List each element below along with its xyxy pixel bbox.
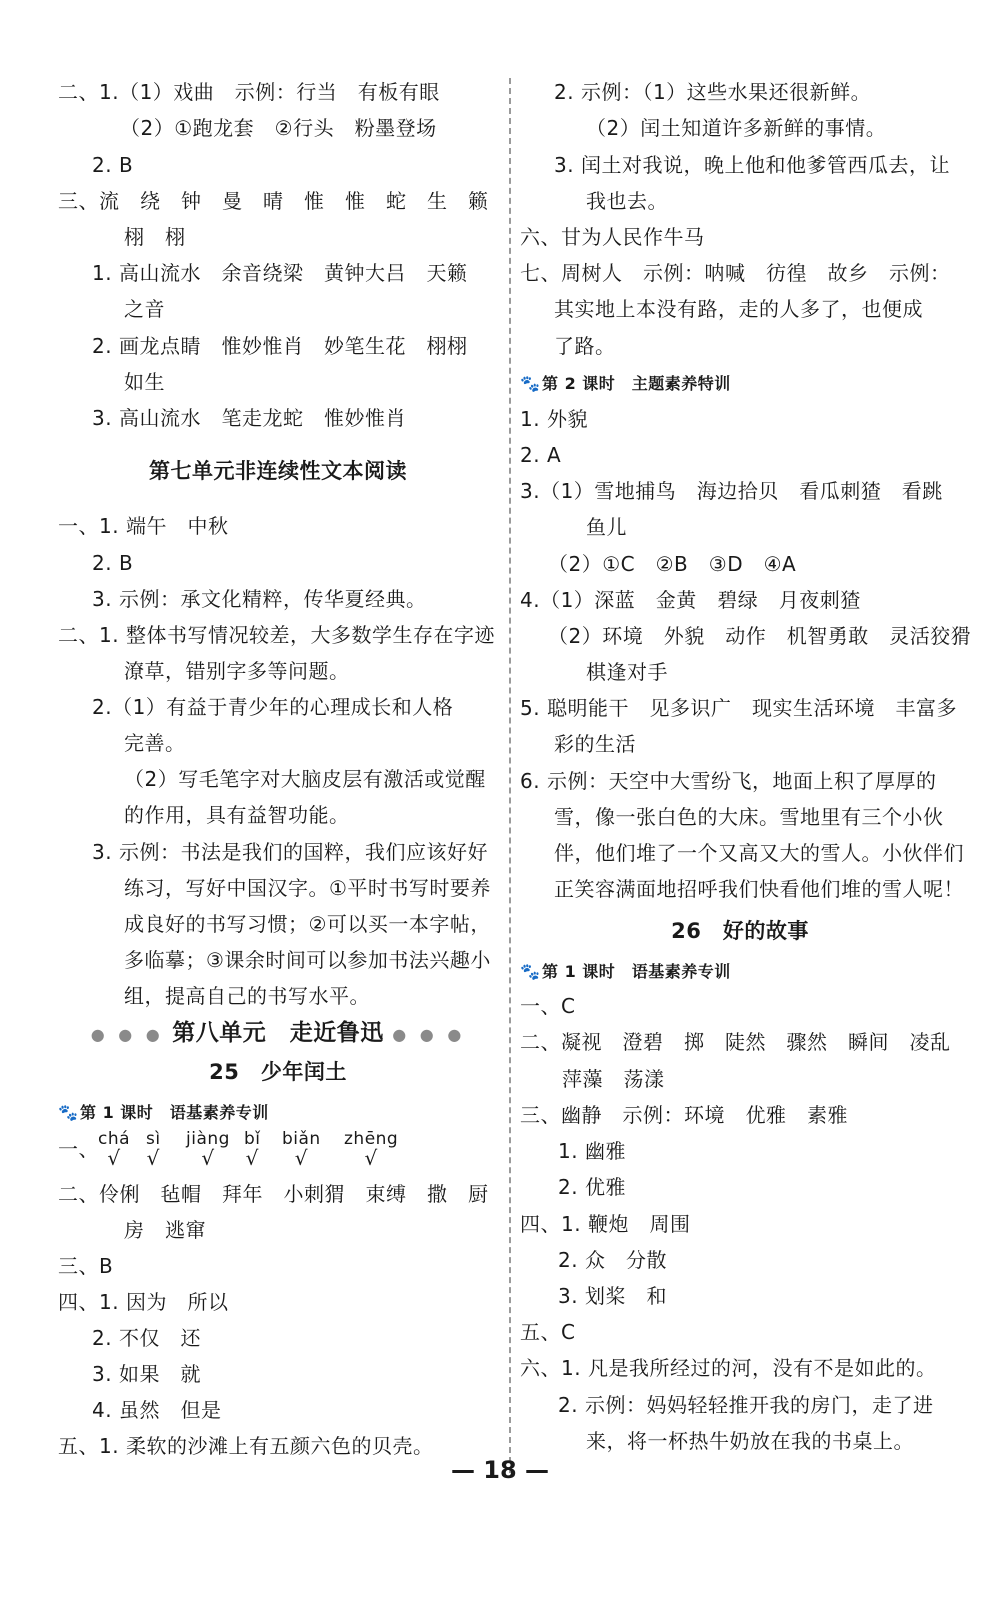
pinyin-text: chá <box>98 1129 131 1149</box>
answer-line: 2. 示例：（1）这些水果还很新鲜。 <box>554 80 872 104</box>
answer-line: 3. 如果 就 <box>92 1362 201 1386</box>
answer-line: 三、B <box>58 1254 114 1278</box>
period2-label: 第 2 课时 主题素养特训 <box>542 374 731 393</box>
answer-line: 雪，像一张白色的大床。雪地里有三个小伙 <box>554 805 944 829</box>
period-heading <box>58 1100 269 1126</box>
answer-line: 多临摹；③课余时间可以参加书法兴趣小 <box>124 948 491 972</box>
answer-line: 六、1. 凡是我所经过的河，没有不是如此的。 <box>520 1356 937 1380</box>
answer-line: （2）写毛笔字对大脑皮层有激活或觉醒 <box>124 767 486 791</box>
answer-line: 鱼儿 <box>586 515 627 539</box>
answer-line: 如生 <box>124 370 165 394</box>
period1-label: 第 1 课时 语基素养专训 <box>542 962 731 981</box>
answer-line: 二、1.（1）戏曲 示例：行当 有板有眼 <box>58 80 440 104</box>
answer-line: 4. 虽然 但是 <box>92 1398 222 1422</box>
answer-line: 成良好的书写习惯；②可以买一本字帖， <box>124 912 491 936</box>
paw-icon: 🐾 <box>520 962 541 981</box>
check-mark-icon: √ <box>201 1146 215 1170</box>
paw-icon: 🐾 <box>58 1103 79 1122</box>
period-label: 第 1 课时 语基素养专训 <box>80 1103 269 1122</box>
unit7-heading: 第七单元非连续性文本阅读 <box>149 459 407 483</box>
check-mark-icon: √ <box>294 1146 308 1170</box>
answer-line: 棋逢对手 <box>586 660 668 684</box>
answer-line: 了路。 <box>554 334 616 358</box>
answer-line: 正笑容满面地招呼我们快看他们堆的雪人呢！ <box>554 877 964 901</box>
pinyin-item <box>244 1130 261 1168</box>
answer-line: 栩 栩 <box>124 225 186 249</box>
answer-line: 三、流 绕 钟 曼 晴 惟 惟 蛇 生 籁 <box>58 189 489 213</box>
pinyin-text: jiàng <box>186 1129 230 1149</box>
answer-line: 2. A <box>520 443 562 467</box>
unit8-heading <box>58 1020 498 1048</box>
answer-line: 萍藻 荡漾 <box>562 1067 665 1091</box>
answer-line: 四、1. 鞭炮 周围 <box>520 1212 691 1236</box>
answer-line: 我也去。 <box>586 189 668 213</box>
page-number: — 18 — <box>450 1456 550 1484</box>
paw-icon: 🐾 <box>520 374 541 393</box>
answer-line: （2）环境 外貌 动作 机智勇敢 灵活狡猾 <box>548 624 972 648</box>
answer-line: 2. 众 分散 <box>558 1248 667 1272</box>
answer-line: 潦草，错别字多等问题。 <box>124 659 350 683</box>
check-mark-icon: √ <box>245 1146 259 1170</box>
answer-line: 2. 示例：妈妈轻轻推开我的房门，走了进 <box>558 1393 934 1417</box>
answer-line: 3. 示例：承文化精粹，传华夏经典。 <box>92 587 427 611</box>
pinyin-text: sì <box>146 1129 161 1149</box>
unit8-title: 第八单元 走近鲁迅 <box>172 1020 384 1046</box>
answer-line: 二、凝视 澄碧 掷 陡然 骤然 瞬间 凌乱 <box>520 1030 951 1054</box>
pinyin-item <box>344 1130 398 1168</box>
check-mark-icon: √ <box>146 1146 160 1170</box>
answer-line: 2. 画龙点睛 惟妙惟肖 妙笔生花 栩栩 <box>92 334 468 358</box>
answer-line: 一、1. 端午 中秋 <box>58 514 229 538</box>
check-mark-icon: √ <box>364 1146 378 1170</box>
answer-line: 彩的生活 <box>554 732 636 756</box>
decor-dots-left: ● ● ● <box>90 1025 164 1044</box>
answer-line: （2）①C ②B ③D ④A <box>548 552 797 576</box>
answer-line: 二、1. 整体书写情况较差，大多数学生存在字迹 <box>58 623 495 647</box>
pinyin-text: biǎn <box>282 1129 321 1149</box>
pinyin-item <box>98 1130 130 1168</box>
answer-line: 1. 高山流水 余音绕梁 黄钟大吕 天籁 <box>92 261 468 285</box>
answer-line: 四、1. 因为 所以 <box>58 1290 229 1314</box>
answer-line: 3. 闰土对我说，晚上他和他爹管西瓜去，让 <box>554 153 950 177</box>
answer-line: 的作用，具有益智功能。 <box>124 803 350 827</box>
check-mark-icon: √ <box>107 1146 121 1170</box>
answer-line: 2. B <box>92 551 134 575</box>
answer-line: 2. 优雅 <box>558 1175 626 1199</box>
pinyin-item <box>146 1130 161 1168</box>
answer-line: 1. 外貌 <box>520 407 588 431</box>
answer-line: 练习，写好中国汉字。①平时书写时要养 <box>124 876 491 900</box>
answer-line: 2. B <box>92 153 134 177</box>
column-divider <box>509 78 511 1473</box>
answer-line: 其实地上本没有路，走的人多了，也便成 <box>554 297 923 321</box>
pinyin-question <box>58 1129 399 1170</box>
lesson25-title: 25 少年闰土 <box>209 1060 347 1084</box>
answer-line: 3. 高山流水 笔走龙蛇 惟妙惟肖 <box>92 406 406 430</box>
answer-line: （2）闰土知道许多新鲜的事情。 <box>586 116 887 140</box>
answer-line: 之音 <box>124 297 165 321</box>
answer-line: 2. 不仅 还 <box>92 1326 201 1350</box>
period1-heading <box>520 959 731 985</box>
answer-line: 完善。 <box>124 731 186 755</box>
answer-line: 房 逃窜 <box>124 1218 206 1242</box>
answer-line: 组，提高自己的书写水平。 <box>124 984 370 1008</box>
answer-line: 2.（1）有益于青少年的心理成长和人格 <box>92 695 454 719</box>
answer-line: 5. 聪明能干 见多识广 现实生活环境 丰富多 <box>520 696 957 720</box>
answer-line: 三、幽静 示例：环境 优雅 素雅 <box>520 1103 848 1127</box>
answer-line: 伴，他们堆了一个又高又大的雪人。小伙伴们 <box>554 841 964 865</box>
answer-line: 六、甘为人民作牛马 <box>520 225 705 249</box>
answer-line: 3.（1）雪地捕鸟 海边拾贝 看瓜刺猹 看跳 <box>520 479 943 503</box>
pinyin-label: 一、 <box>58 1137 99 1161</box>
answer-line: 来，将一杯热牛奶放在我的书桌上。 <box>586 1429 914 1453</box>
pinyin-item <box>186 1130 230 1168</box>
answer-line: 一、C <box>520 994 576 1018</box>
answer-line: 五、C <box>520 1320 576 1344</box>
lesson26-title: 26 好的故事 <box>671 919 809 943</box>
answer-line: 七、周树人 示例：呐喊 彷徨 故乡 示例： <box>520 261 951 285</box>
pinyin-text: bǐ <box>244 1129 261 1149</box>
answer-line: 4.（1）深蓝 金黄 碧绿 月夜刺猹 <box>520 588 861 612</box>
pinyin-item <box>282 1130 321 1168</box>
answer-line: （2）①跑龙套 ②行头 粉墨登场 <box>120 116 437 140</box>
answer-line: 1. 幽雅 <box>558 1139 626 1163</box>
answer-line: 6. 示例：天空中大雪纷飞，地面上积了厚厚的 <box>520 769 937 793</box>
answer-line: 二、伶俐 毡帽 拜年 小刺猬 束缚 撒 厨 <box>58 1182 489 1206</box>
answer-line: 五、1. 柔软的沙滩上有五颜六色的贝壳。 <box>58 1434 434 1458</box>
answer-line: 3. 示例：书法是我们的国粹，我们应该好好 <box>92 840 488 864</box>
period2-heading <box>520 371 731 397</box>
pinyin-text: zhēng <box>344 1129 399 1149</box>
decor-dots-right: ● ● ● <box>392 1025 466 1044</box>
answer-line: 3. 划桨 和 <box>558 1284 667 1308</box>
